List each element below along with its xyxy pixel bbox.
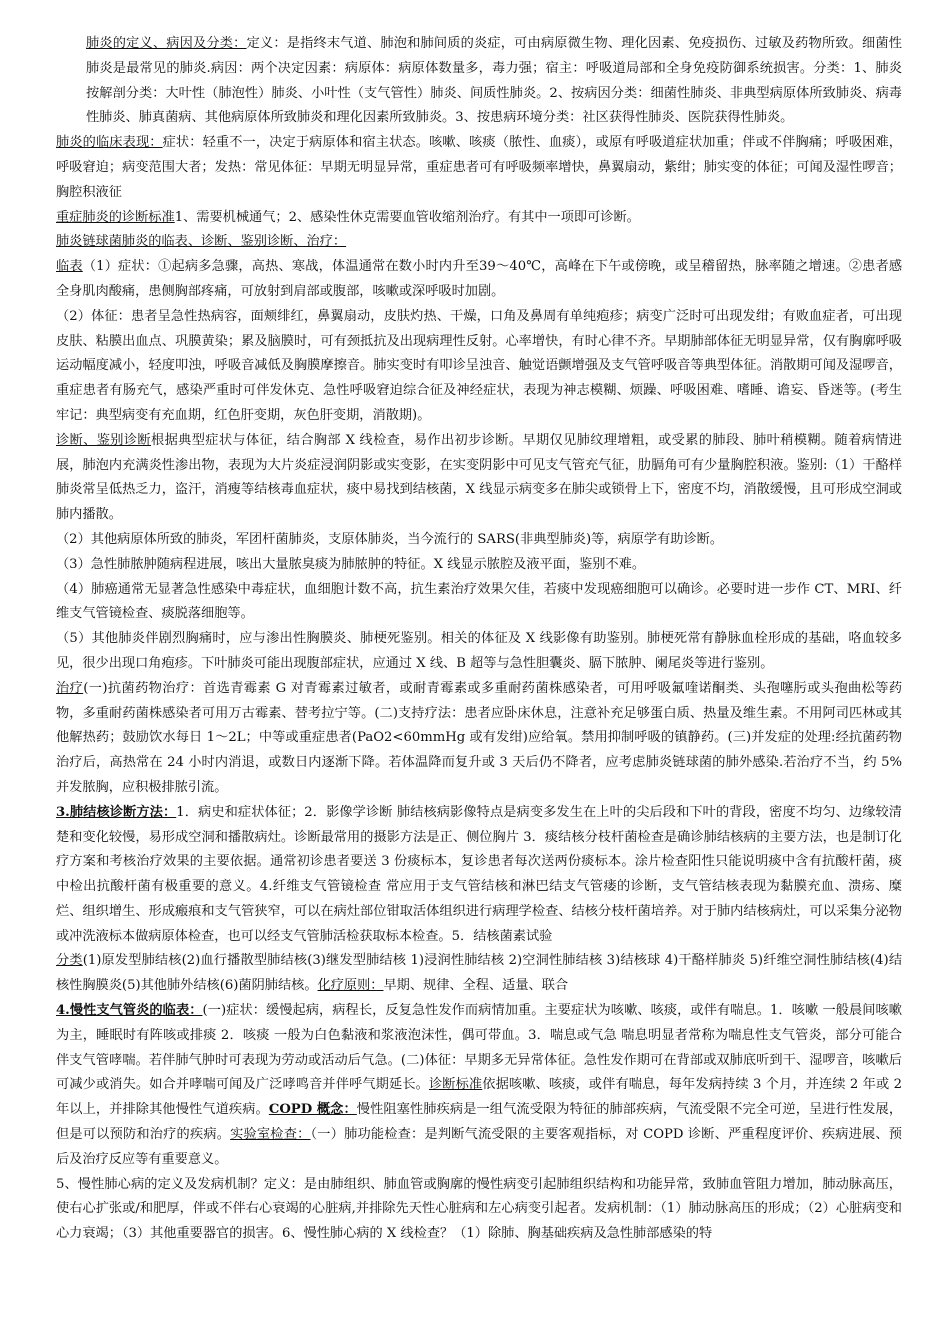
- paragraph-text: 1．病史和症状体征；2．影像学诊断 肺结核病影像特点是病变多发生在上叶的尖后段和下叶的背段，密度不均匀、边缘较清楚和变化较慢，易形成空洞和播散病灶。诊断最常用的摄影方法是正、侧位胸片 3．痰结核分枝杆菌检查是确诊肺结核病的主要方法，也是制订化疗方案和考核治疗效果的主要依据。通常初诊患者要送 3 份痰标本，复诊患者每次送两份痰标本。涂片检查阳性只能说明痰中含有抗酸杆菌，痰中检出抗酸杆菌有极重要的意义。4.纤维支气管镜检查 常应用于支气管结核和淋巴结支气管瘘的诊断，支气管结核表现为黏膜充血、溃疡、糜烂、组织增生、形成瘢痕和支气管狭窄，可以在病灶部位钳取活体组织进行病理学检查、结核分枝杆菌培养。对于肺内结核病灶，可以采集分泌物或冲洗液标本做病原体检查，也可以经支气管肺活检获取标本检查。5．结核菌素试验: [56, 804, 902, 944]
- paragraph-text: （一）肺功能检查：是判断气流受限的主要客观指标，对 COPD 诊断、严重程度评价、疾病进展、预后及治疗反应等有重要意义。: [56, 1127, 902, 1167]
- section-heading: 肺炎链球菌肺炎的临表、诊断、鉴别诊断、治疗：: [56, 234, 347, 250]
- paragraph-text: (一)症状：缓慢起病，病程长，反复急性发作而病情加重。主要症状为咳嗽、咳痰，或伴有喘息。1．咳嗽 一般晨间咳嗽为主，睡眠时有阵咳或排痰 2．咳痰 一般为白色黏液和浆液泡沫性，偶可带血。3．喘息或气急 喘息明显者常称为喘息性支气管炎，部分可能合伴支气管哮喘。若伴肺气肿时可表现为劳动或活动后气急。(二)体征：早期多无异常体征。急性发作期可在背部或双肺底听到干、湿啰音，咳嗽后可减少或消失。如合并哮喘可闻及广泛哮鸣音并伴呼气期延长。: [56, 1003, 902, 1093]
- paragraph-text: （2）其他病原体所致的肺炎，军团杆菌肺炎，支原体肺炎，当今流行的 SARS(非典型肺炎)等，病原学有助诊断。: [56, 531, 724, 547]
- paragraph: [56, 305, 902, 429]
- section-heading: 重症肺炎的诊断标准: [56, 209, 175, 225]
- paragraph-text: 定义：是指终末气道、肺泡和肺间质的炎症，可由病原微生物、理化因素、免疫损伤、过敏及药物所致。细菌性肺炎是最常见的肺炎.病因：两个决定因素：病原体：病原体数量多，毒力强；宿主：呼吸道局部和全身免疫防御系统损害。分类：1、肺炎按解剖分类：大叶性（肺泡性）肺炎、小叶性（支气管性）肺炎、间质性肺炎。2、按病因分类：细菌性肺炎、非典型病原体所致肺炎、病毒性肺炎、肺真菌病、其他病原体所致肺炎和理化因素所致肺炎。3、按患病环境分类：社区获得性肺炎、医院获得性肺炎。: [86, 36, 902, 126]
- paragraph: [56, 801, 902, 950]
- paragraph: [56, 627, 902, 677]
- paragraph-text: 1、需要机械通气；2、感染性休克需要血管收缩剂治疗。有其中一项即可诊断。: [174, 209, 640, 225]
- section-heading: 4.慢性支气管炎的临表：: [56, 1003, 203, 1019]
- paragraph: [56, 677, 902, 801]
- section-heading: 肺炎的定义、病因及分类：: [86, 36, 247, 51]
- section-heading: 临表: [56, 259, 83, 275]
- section-heading: 肺炎的临床表现：: [56, 135, 163, 151]
- paragraph: [56, 255, 902, 305]
- paragraph-text: 症状：轻重不一，决定于病原体和宿主状态。咳嗽、咳痰（脓性、血痰），或原有呼吸道症状加重；伴或不伴胸痛；呼吸困难，呼吸窘迫；病变范围大者；发热：常见体征：早期无明显异常，重症患者可有呼吸频率增快，鼻翼扇动，紫绀；肺实变的体征；可闻及湿性啰音；胸腔积液征: [56, 135, 902, 200]
- paragraph-text: (一)抗菌药物治疗：首选青霉素 G 对青霉素过敏者，或耐青霉素或多重耐药菌株感染者，可用呼吸氟喹诺酮类、头孢噻肟或头孢曲松等药物，多重耐药菌株感染者可用万古霉素、替考拉宁等。(二)支持疗法：患者应卧床休息，注意补充足够蛋白质、热量及维生素。不用阿司匹林或其他解热药；鼓励饮水每日 1～2L；中等或重症患者(PaO2<60mmHg 或有发绀)应给氧。禁用抑制呼吸的镇静药。(三)并发症的处理:经抗菌药物治疗后，高热常在 24 小时内消退，或数日内逐渐下降。若体温降而复升或 3 天后仍不降者，应考虑肺炎链球菌的肺外感染.若治疗不当，约 5%并发脓胸，应积极排脓引流。: [56, 680, 903, 795]
- paragraph: [56, 429, 902, 528]
- paragraph-text: (1)原发型肺结核(2)血行播散型肺结核(3)继发型肺结核 1)浸润性肺结核 2)空洞性肺结核 3)结核球 4)干酪样肺炎 5)纤维空洞性肺结核(4)结核性胸膜炎(5)其他肺外结核(6)菌阴肺结核。: [56, 953, 903, 994]
- paragraph-text: 5、慢性肺心病的定义及发病机制？定义：是由肺组织、肺血管或胸廓的慢性病变引起肺组织结构和功能异常，致肺血管阻力增加，肺动脉高压，使右心扩张或/和肥厚，伴或不伴右心衰竭的心脏病,并排除先天性心脏病和左心病变引起者。发病机制：（1）肺动脉高压的形成；（2）心脏病变和心力衰竭；（3）其他重要器官的损害。6、慢性肺心病的 X 线检查？（1）除肺、胸基础疾病及急性肺部感染的特: [56, 1176, 902, 1242]
- paragraph-text: 慢性阻塞性肺疾病是一组气流受限为特征的肺部疾病，气流受限不完全可逆，呈进行性发展，但是可以预防和治疗的疾病。: [56, 1102, 903, 1143]
- paragraph: [56, 553, 902, 578]
- paragraph-text: （4）肺癌通常无显著急性感染中毒症状，血细胞计数不高，抗生素治疗效果欠佳，若痰中发现癌细胞可以确诊。必要时进一步作 CT、MRI、纤维支气管镜检查、痰脱落细胞等。: [56, 581, 902, 622]
- section-heading: 3.肺结核诊断方法：: [56, 804, 177, 820]
- paragraph-text: 依据咳嗽、咳痰，或伴有喘息，每年发病持续 3 个月，并连续 2 年或 2 年以上，并排除其他慢性气道疾病。: [56, 1077, 902, 1118]
- paragraph: [56, 949, 902, 999]
- paragraph: [56, 131, 902, 205]
- paragraph: [56, 32, 902, 131]
- paragraph: [56, 999, 902, 1173]
- paragraph: [56, 578, 902, 628]
- paragraph: [56, 528, 902, 553]
- paragraph: [56, 230, 902, 255]
- paragraph-text: （1）症状：①起病多急骤，高热、寒战，体温通常在数小时内升至39～40℃，高峰在下午或傍晚，或呈稽留热，脉率随之增速。②患者感全身肌肉酸痛，患侧胸部疼痛，可放射到肩部或腹部，咳嗽或深呼吸时加剧。: [56, 259, 903, 299]
- paragraph: [56, 1173, 902, 1247]
- paragraph-text: 早期、规律、全程、适量、联合: [383, 978, 569, 994]
- section-heading: 诊断、鉴别诊断: [56, 432, 151, 448]
- paragraph-text: （3）急性肺脓肿随病程进展，咳出大量脓臭痰为肺脓肿的特征。X 线显示脓腔及液平面，鉴别不难。: [56, 556, 646, 572]
- paragraph-text: 根据典型症状与体征，结合胸部 X 线检查，易作出初步诊断。早期仅见肺纹理增粗，或受累的肺段、肺叶稍模糊。随着病情进展，肺泡内充满炎性渗出物，表现为大片炎症浸润阴影或实变影，在实变阴影中可见支气管充气征，肋膈角可有少量胸腔积液。鉴别:（1）干酪样肺炎常呈低热乏力，盗汗，消瘦等结核毒血症状，痰中易找到结核菌，X 线显示病变多在肺尖或锁骨上下，密度不均，消散缓慢，且可形成空洞或肺内播散。: [56, 432, 902, 523]
- section-heading: 化疗原则：: [317, 978, 384, 994]
- paragraph: [56, 206, 902, 231]
- section-heading: 诊断标准: [428, 1077, 483, 1093]
- section-heading: COPD 概念：: [268, 1102, 357, 1118]
- paragraph-text: （5）其他肺炎伴剧烈胸痛时，应与渗出性胸膜炎、肺梗死鉴别。相关的体征及 X 线影像有助鉴别。肺梗死常有静脉血栓形成的基础，咯血较多见，很少出现口角疱疹。下叶肺炎可能出现腹部症状，应通过 X 线、B 超等与急性胆囊炎、膈下脓肿、阑尾炎等进行鉴别。: [56, 631, 902, 671]
- section-heading: 治疗: [56, 680, 84, 696]
- section-heading: 分类: [56, 953, 83, 969]
- section-heading: 实验室检查：: [230, 1127, 311, 1143]
- paragraph-text: （2）体征：患者呈急性热病容，面颊绯红，鼻翼扇动，皮肤灼热、干燥，口角及鼻周有单纯疱疹；病变广泛时可出现发绀；有败血症者，可出现皮肤、粘膜出血点、巩膜黄染；累及脑膜时，可有颈抵抗及出现病理性反射。心率增快，有时心律不齐。早期肺部体征无明显异常，仅有胸廓呼吸运动幅度减小，轻度叩浊，呼吸音减低及胸膜摩擦音。肺实变时有叩诊呈浊音、触觉语颤增强及支气管呼吸音等典型体征。消散期可闻及湿啰音，重症患者有肠充气，感染严重时可伴发休克、急性呼吸窘迫综合征及神经症状，表现为神志模糊、烦躁、呼吸困难、嗜睡、谵妄、昏迷等。(考生牢记：典型病变有充血期，红色肝变期，灰色肝变期，消散期)。: [56, 308, 902, 423]
